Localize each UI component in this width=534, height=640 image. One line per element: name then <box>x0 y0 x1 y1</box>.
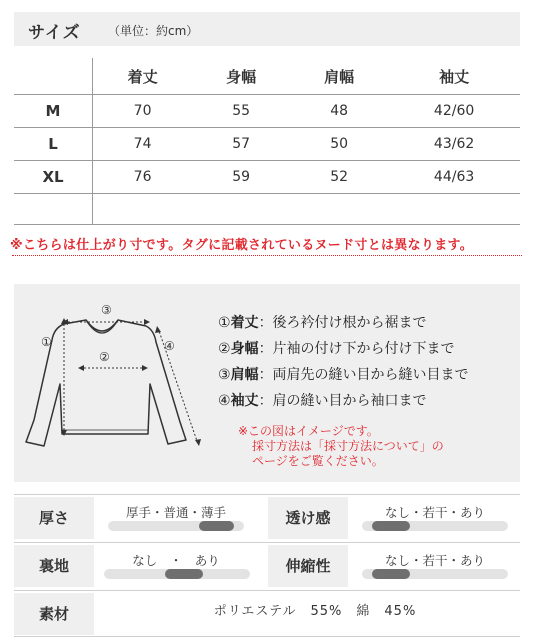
column-header: 身幅 <box>192 58 290 95</box>
thickness-options: 厚手・普通・薄手 <box>125 505 226 520</box>
lining-scale <box>96 545 256 587</box>
table-row <box>14 95 520 128</box>
garment-diagram <box>14 284 214 482</box>
table-cell: 70 <box>93 95 193 128</box>
material-value: ポリエステル 55% 綿 45% <box>213 604 417 619</box>
stretch-label: 伸縮性 <box>268 545 348 587</box>
material-label: 素材 <box>14 593 94 635</box>
table-row <box>14 128 520 161</box>
lining-options: なし ・ あり <box>132 553 220 568</box>
thickness-label: 厚さ <box>14 497 94 539</box>
table-cell: 57 <box>192 128 290 161</box>
table-cell: 42/60 <box>388 95 520 128</box>
sheer-options: なし・若干・あり <box>384 505 485 520</box>
size-header <box>14 12 520 46</box>
stretch-scale <box>350 545 520 587</box>
table-cell: 55 <box>192 95 290 128</box>
legend-item: ④袖丈：肩の縫い目から袖口まで <box>218 393 427 409</box>
table-cell: 43/62 <box>388 128 520 161</box>
note-divider <box>12 255 522 256</box>
thickness-bar <box>108 521 244 531</box>
table-cell: 48 <box>290 95 388 128</box>
column-header: 肩幅 <box>290 58 388 95</box>
table-cell: 50 <box>290 128 388 161</box>
legend-item: ①着丈：後ろ衿付け根から裾まで <box>218 315 427 331</box>
table-cell: 52 <box>290 161 388 194</box>
diagram-note: ※この図はイメージです。 採寸方法は「採寸方法について」の ページをご覧ください。 <box>238 424 444 468</box>
column-header: 着丈 <box>93 58 193 95</box>
lining-label: 裏地 <box>14 545 94 587</box>
size-label: M <box>14 95 93 128</box>
legend-item: ③肩幅：両肩先の縫い目から縫い目まで <box>218 367 469 383</box>
table-row-empty <box>14 194 520 225</box>
size-table-header <box>14 58 520 95</box>
size-label: XL <box>14 161 93 194</box>
lining-bar-fill <box>165 569 203 579</box>
table-cell: 74 <box>93 128 193 161</box>
stretch-bar-fill <box>372 569 410 579</box>
table-cell: 59 <box>192 161 290 194</box>
thickness-scale <box>96 497 256 539</box>
table-cell: 44/63 <box>388 161 520 194</box>
marker-2: ② <box>99 350 110 364</box>
size-unit: （単位：約cm） <box>108 24 199 38</box>
size-label: L <box>14 128 93 161</box>
sheer-bar <box>362 521 508 531</box>
size-title: サイズ <box>28 23 81 43</box>
stretch-options: なし・若干・あり <box>384 553 485 568</box>
marker-1: ① <box>41 335 52 349</box>
sheer-scale <box>350 497 520 539</box>
lining-bar <box>104 569 250 579</box>
stretch-bar <box>362 569 508 579</box>
finished-size-note: ※こちらは仕上がり寸です。タグに記載されているヌード寸とは異なります。 <box>10 238 474 253</box>
measurement-legend <box>218 312 469 416</box>
column-header: 袖丈 <box>388 58 520 95</box>
legend-item: ②身幅：片袖の付け下から付け下まで <box>218 341 455 357</box>
sheer-label: 透け感 <box>268 497 348 539</box>
marker-4: ④ <box>164 339 175 353</box>
size-table <box>14 58 520 225</box>
marker-3: ③ <box>101 303 112 317</box>
table-row <box>14 161 520 194</box>
sheer-bar-fill <box>372 521 410 531</box>
thickness-bar-fill <box>199 521 234 531</box>
table-cell: 76 <box>93 161 193 194</box>
